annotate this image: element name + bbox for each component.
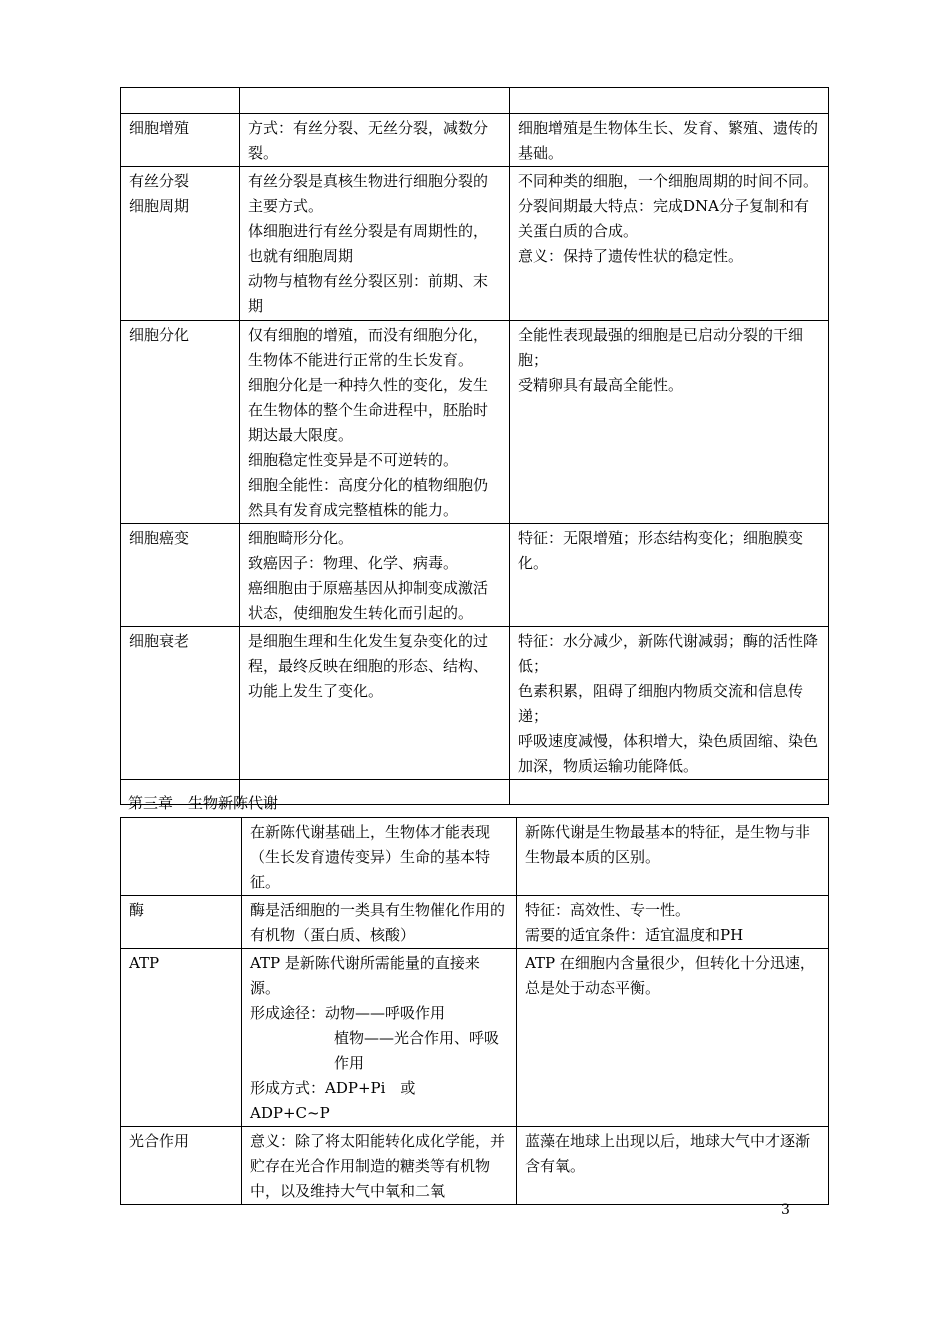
row-label-cell xyxy=(121,818,242,896)
description-text: 致癌因子：物理、化学、病毒。 xyxy=(248,554,459,572)
row-label: 细胞周期 xyxy=(129,197,190,215)
description-text: 仅有细胞的增殖，而没有细胞分化，生物体不能进行正常的生长发育。 xyxy=(248,326,489,369)
row-label: 细胞分化 xyxy=(129,326,190,344)
row-label-cell xyxy=(121,321,240,524)
description-cell xyxy=(242,896,517,949)
row-label-cell xyxy=(121,167,240,321)
notes-text: 色素积累，阻碍了细胞内物质交流和信息传递； xyxy=(518,682,804,725)
notes-text: 特征：高效性、专一性。 xyxy=(525,901,691,919)
row-label-cell xyxy=(121,1127,242,1205)
notes-text: 全能性表现最强的细胞是已启动分裂的干细胞； xyxy=(518,326,804,369)
notes-text: 蓝藻在地球上出现以后，地球大气中才逐渐含有氧。 xyxy=(525,1132,811,1175)
description-text: 细胞全能性：高度分化的植物细胞仍然具有发育成完整植株的能力。 xyxy=(248,476,489,519)
metabolism-table xyxy=(120,817,829,1205)
description-cell xyxy=(240,167,510,321)
notes-cell xyxy=(510,627,829,780)
notes-cell xyxy=(510,524,829,627)
description-text: 酶是活细胞的一类具有生物催化作用的有机物（蛋白质、核酸） xyxy=(250,901,506,944)
description-text: 癌细胞由于原癌基因从抑制变成激活状态，使细胞发生转化而引起的。 xyxy=(248,579,489,622)
table-row xyxy=(121,167,829,321)
row-label: 酶 xyxy=(129,901,145,919)
description-text: 动物与植物有丝分裂区别：前期、末期 xyxy=(248,272,489,315)
description-text: ATP 是新陈代谢所需能量的直接来源。 xyxy=(250,954,480,997)
notes-text: 分裂间期最大特点：完成DNA分子复制和有关蛋白质的合成。 xyxy=(518,197,809,240)
table-row xyxy=(121,88,829,114)
description-text: 是细胞生理和生化发生复杂变化的过程，最终反映在细胞的形态、结构、功能上发生了变化。 xyxy=(248,632,489,700)
row-label: 细胞癌变 xyxy=(129,529,190,547)
table-cell xyxy=(240,88,510,114)
description-text: 意义：除了将太阳能转化成化学能，并贮存在光合作用制造的糖类等有机物中，以及维持大气中氧和二氧 xyxy=(250,1132,506,1200)
notes-cell xyxy=(517,896,829,949)
notes-text: 特征：无限增殖；形态结构变化；细胞膜变化。 xyxy=(518,529,804,572)
notes-text: ATP 在细胞内含量很少，但转化十分迅速，总是处于动态平衡。 xyxy=(525,954,815,997)
description-text: 细胞畸形分化。 xyxy=(248,529,354,547)
notes-text: 特征：水分减少，新陈代谢减弱；酶的活性降低； xyxy=(518,632,819,675)
description-cell xyxy=(240,114,510,167)
description-text: 在新陈代谢基础上，生物体才能表现（生长发育遗传变异）生命的基本特征。 xyxy=(250,823,491,891)
cell-life-table xyxy=(120,87,829,805)
notes-cell xyxy=(510,167,829,321)
row-label: 光合作用 xyxy=(129,1132,190,1150)
chapter-heading: 第三章 生物新陈代谢 xyxy=(128,794,279,812)
page-number: 3 xyxy=(781,1202,790,1218)
notes-cell xyxy=(510,114,829,167)
table-row xyxy=(121,818,829,896)
row-label: ATP xyxy=(129,954,160,972)
notes-text: 受精卵具有最高全能性。 xyxy=(518,376,684,394)
notes-cell xyxy=(510,321,829,524)
description-text: 形成方式：ADP+Pi 或 ADP+C~P xyxy=(250,1079,431,1122)
table-cell xyxy=(240,780,510,805)
description-text: 植物——光合作用、呼吸作用 xyxy=(334,1029,500,1072)
description-text: 有丝分裂是真核生物进行细胞分裂的主要方式。 xyxy=(248,172,489,215)
description-text: 形成途径：动物——呼吸作用 xyxy=(250,1004,446,1022)
description-cell xyxy=(242,818,517,896)
row-label: 细胞衰老 xyxy=(129,632,190,650)
description-cell xyxy=(240,524,510,627)
table-row xyxy=(121,627,829,780)
row-label-cell xyxy=(121,896,242,949)
notes-cell xyxy=(517,949,829,1127)
table-row xyxy=(121,321,829,524)
notes-text: 不同种类的细胞，一个细胞周期的时间不同。 xyxy=(518,172,819,190)
row-label-cell xyxy=(121,524,240,627)
description-cell xyxy=(240,321,510,524)
row-label: 细胞增殖 xyxy=(129,119,190,137)
description-text: 细胞分化是一种持久性的变化，发生在生物体的整个生命进程中，胚胎时期达最大限度。 xyxy=(248,376,489,444)
table-cell xyxy=(510,88,829,114)
notes-cell xyxy=(517,1127,829,1205)
table-row xyxy=(121,896,829,949)
table-cell xyxy=(121,88,240,114)
row-label-cell xyxy=(121,627,240,780)
description-cell xyxy=(242,949,517,1127)
row-label: 有丝分裂 xyxy=(129,172,190,190)
notes-text: 意义：保持了遗传性状的稳定性。 xyxy=(518,247,744,265)
notes-text: 新陈代谢是生物最基本的特征，是生物与非生物最本质的区别。 xyxy=(525,823,811,866)
table-row xyxy=(121,524,829,627)
description-cell xyxy=(242,1127,517,1205)
notes-text: 需要的适宜条件：适宜温度和PH xyxy=(525,926,744,944)
description-cell xyxy=(240,627,510,780)
notes-text: 呼吸速度减慢，体积增大，染色质固缩、染色加深，物质运输功能降低。 xyxy=(518,732,819,775)
description-text: 方式：有丝分裂、无丝分裂，减数分裂。 xyxy=(248,119,489,162)
description-text: 细胞稳定性变异是不可逆转的。 xyxy=(248,451,459,469)
table-row xyxy=(121,114,829,167)
notes-cell xyxy=(517,818,829,896)
notes-text: 细胞增殖是生物体生长、发育、繁殖、遗传的基础。 xyxy=(518,119,819,162)
row-label-cell xyxy=(121,114,240,167)
description-text: 体细胞进行有丝分裂是有周期性的，也就有细胞周期 xyxy=(248,222,489,265)
table-cell xyxy=(510,780,829,805)
row-label-cell xyxy=(121,949,242,1127)
table-row xyxy=(121,1127,829,1205)
table-row xyxy=(121,949,829,1127)
